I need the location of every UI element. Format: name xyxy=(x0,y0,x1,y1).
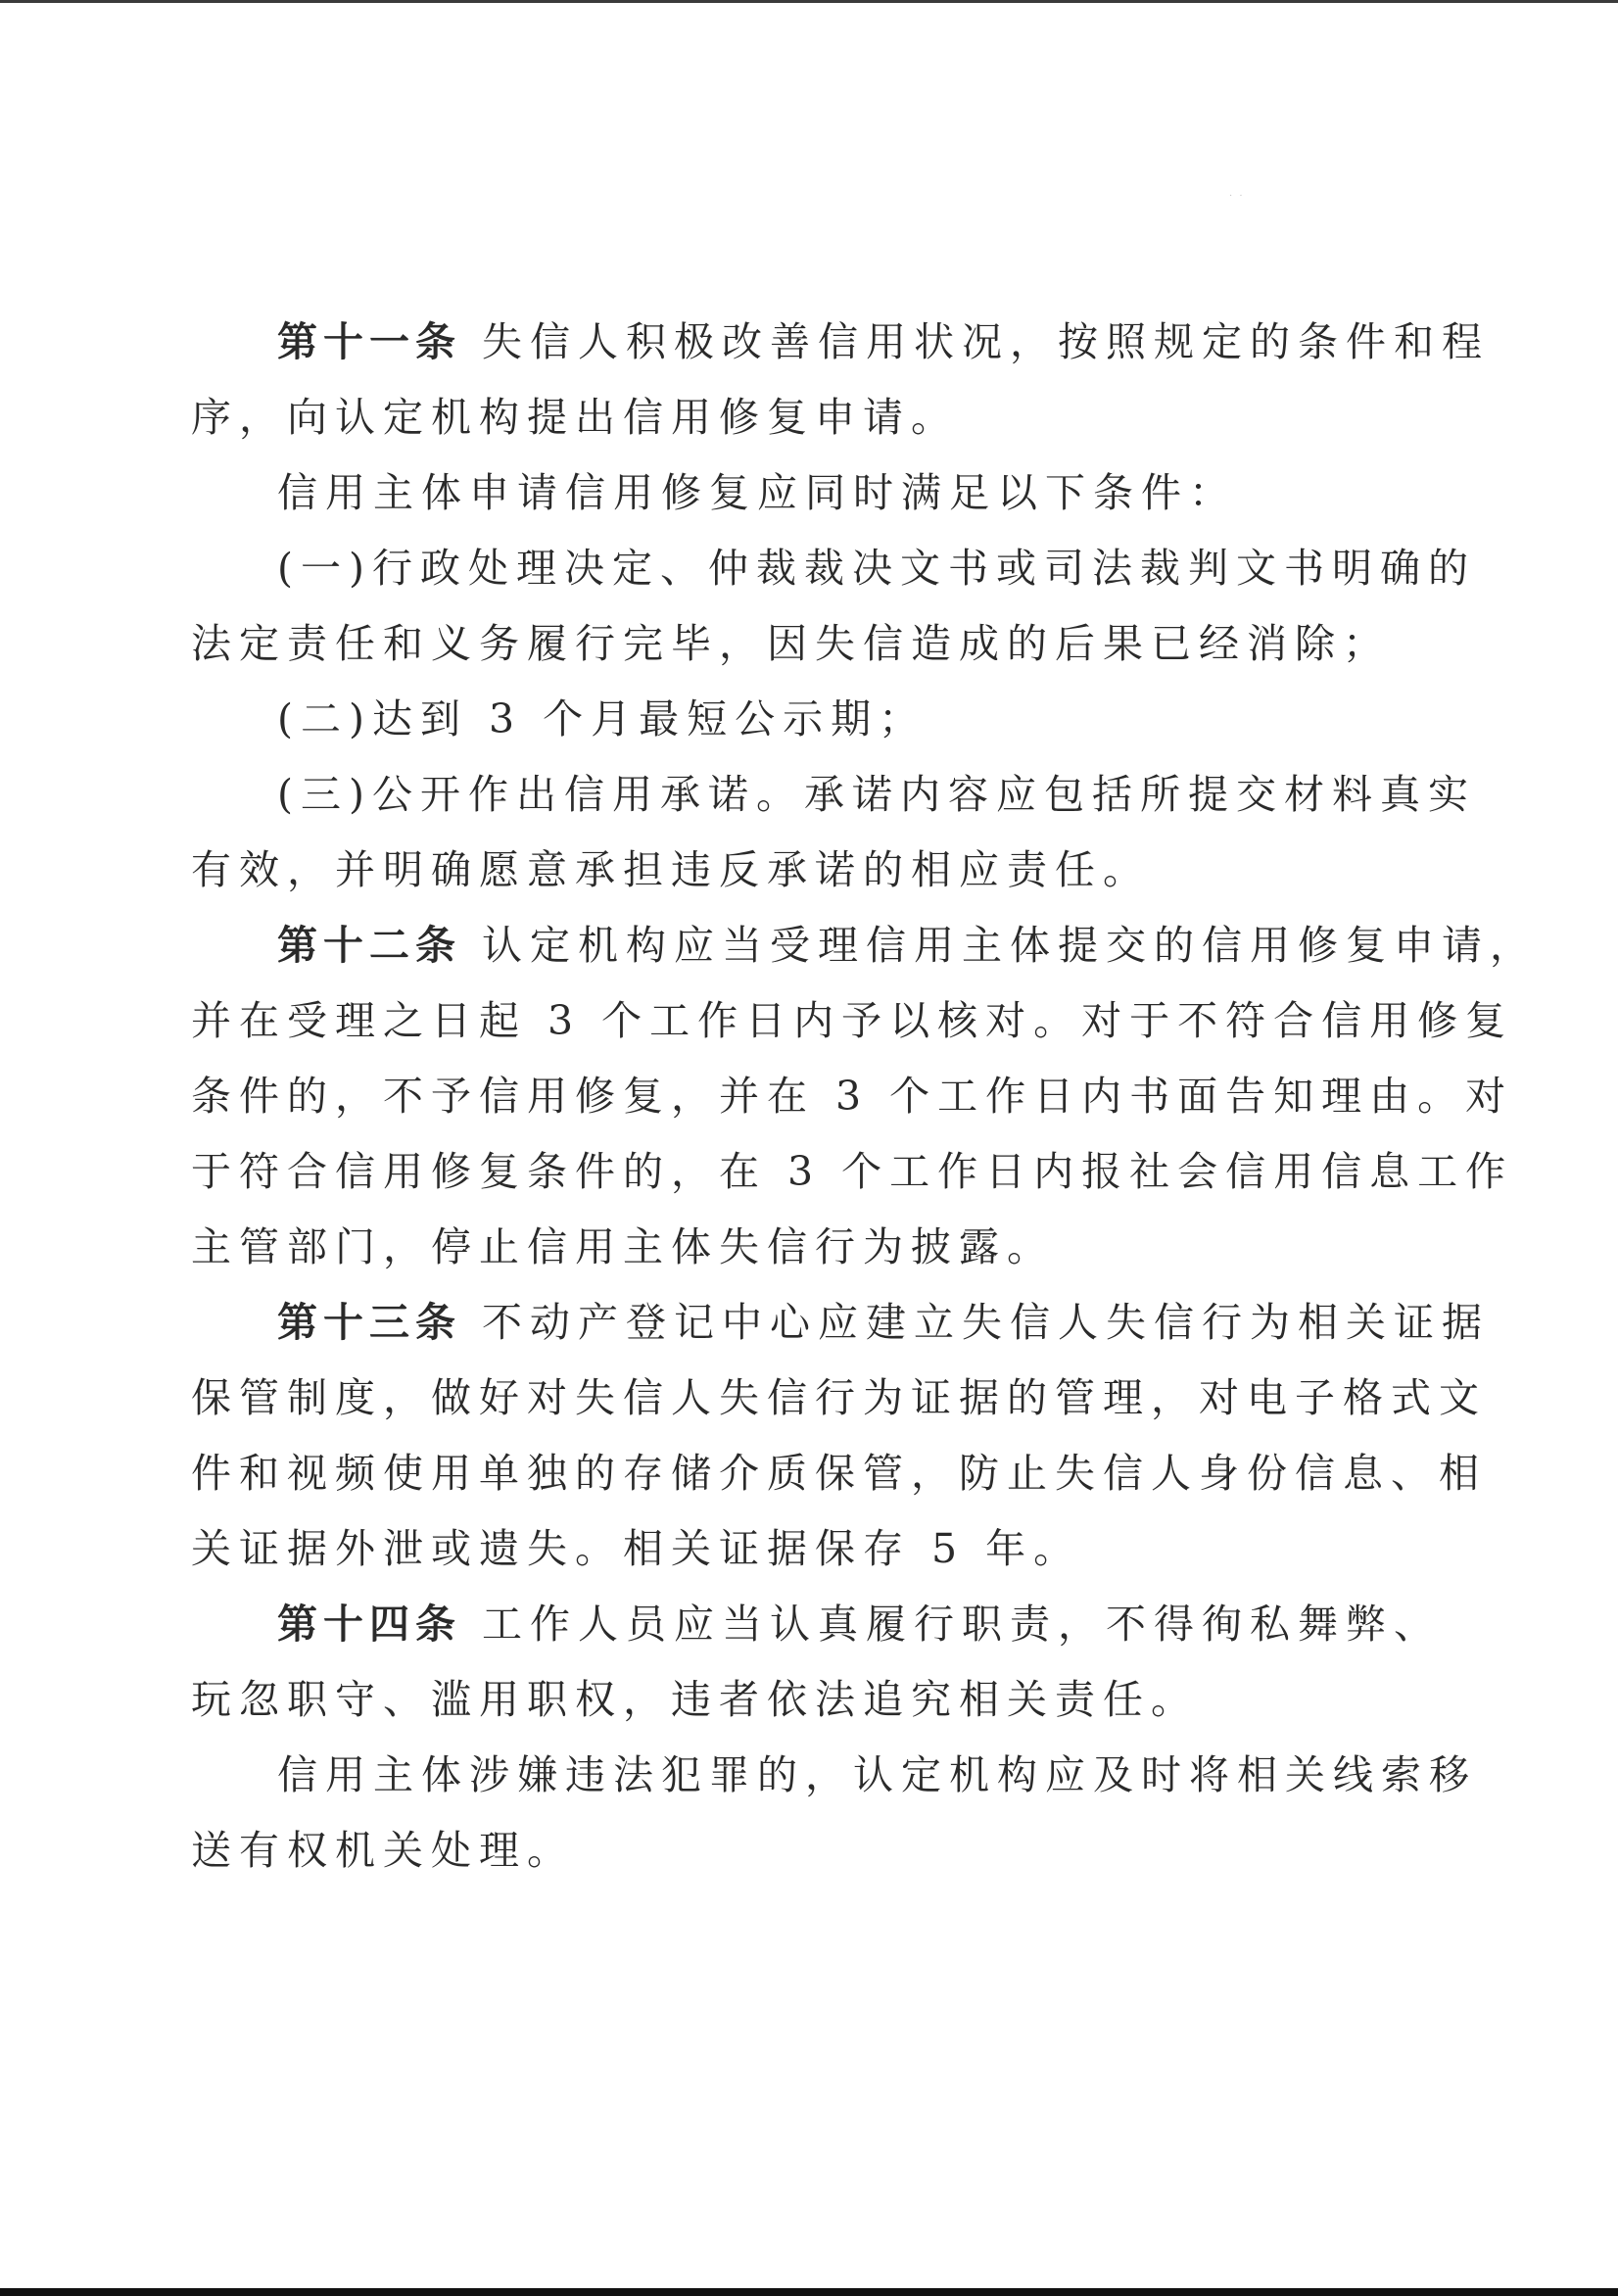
article-12-line-3: 条件的，不予信用修复，并在 3 个工作日内书面告知理由。对 xyxy=(191,1073,1514,1120)
article-14-line-1: 第十四条 工作人员应当认真履行职责，不得徇私舞弊、 xyxy=(277,1601,1443,1648)
article-11-line-1: 第十一条 失信人积极改善信用状况，按照规定的条件和程 xyxy=(277,318,1491,365)
document-body xyxy=(191,305,1539,1889)
article-12-line-5: 主管部门，停止信用主体失信行为披露。 xyxy=(191,1223,1055,1270)
condition-1-line-1: (一)行政处理决定、仲裁裁决文书或司法裁判文书明确的 xyxy=(277,545,1476,592)
article-heading: 第十四条 xyxy=(277,1601,461,1648)
article-13-line-4: 关证据外泄或遗失。相关证据保存 5 年。 xyxy=(191,1525,1082,1572)
article-heading: 第十三条 xyxy=(277,1299,461,1346)
article-heading: 第十二条 xyxy=(277,922,461,969)
condition-3-line-2: 有效，并明确愿意承担违反承诺的相应责任。 xyxy=(191,846,1151,893)
article-13-line-3: 件和视频使用单独的存储介质保管，防止失信人身份信息、相 xyxy=(191,1450,1487,1497)
article-11-line-2: 序，向认定机构提出信用修复申请。 xyxy=(191,394,959,441)
article-12-line-2: 并在受理之日起 3 个工作日内予以核对。对于不符合信用修复 xyxy=(191,997,1514,1044)
final-paragraph-line-1: 信用主体涉嫌违法犯罪的，认定机构应及时将相关线索移 xyxy=(277,1751,1477,1798)
article-13-line-1: 第十三条 不动产登记中心应建立失信人失信行为相关证据 xyxy=(277,1299,1491,1346)
article-heading: 第十一条 xyxy=(277,318,461,365)
scan-edge-top xyxy=(0,0,1618,3)
article-12-line-4: 于符合信用修复条件的，在 3 个工作日内报社会信用信息工作 xyxy=(191,1148,1514,1195)
scan-edge-bottom xyxy=(0,2288,1618,2296)
condition-1-line-2: 法定责任和义务履行完毕，因失信造成的后果已经消除； xyxy=(191,620,1391,667)
scan-artifact: · · xyxy=(1229,191,1245,202)
conditions-intro: 信用主体申请信用修复应同时满足以下条件： xyxy=(277,469,1237,516)
article-12-line-1: 第十二条 认定机构应当受理信用主体提交的信用修复申请， xyxy=(277,922,1539,969)
article-14-line-2: 玩忽职守、滥用职权，违者依法追究相关责任。 xyxy=(191,1676,1199,1723)
article-13-line-2: 保管制度，做好对失信人失信行为证据的管理，对电子格式文 xyxy=(191,1374,1487,1421)
condition-2-line-1: (二)达到 3 个月最短公示期； xyxy=(277,695,928,742)
final-paragraph-line-2: 送有权机关处理。 xyxy=(191,1827,575,1874)
condition-3-line-1: (三)公开作出信用承诺。承诺内容应包括所提交材料真实 xyxy=(277,771,1476,818)
